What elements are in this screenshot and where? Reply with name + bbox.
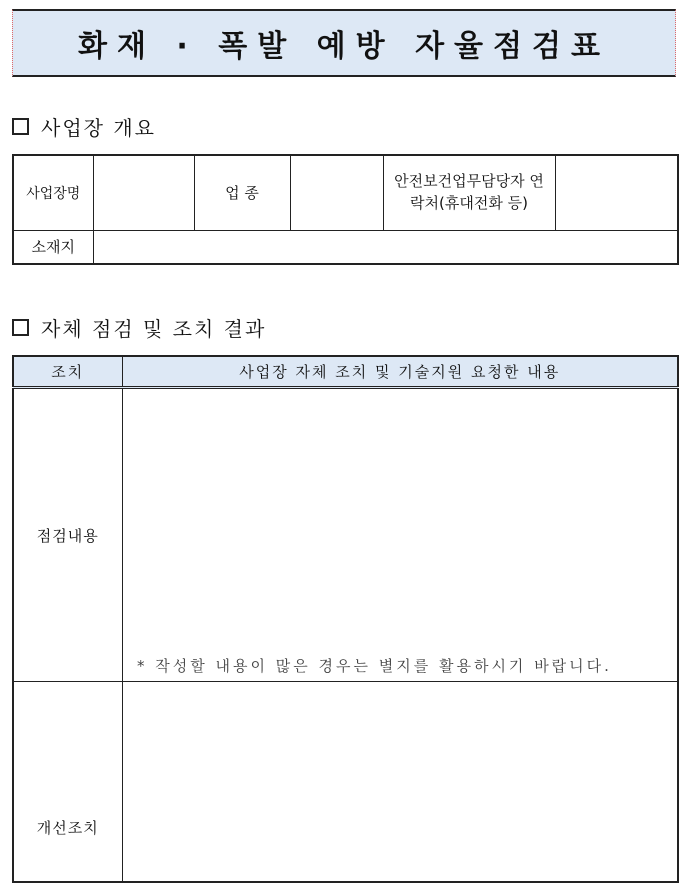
inspection-content-field[interactable] xyxy=(122,388,678,682)
company-name-label: 사업장명 xyxy=(13,155,93,230)
inspection-content-label: 점검내용 xyxy=(13,388,122,682)
section-heading-overview xyxy=(12,112,156,141)
improvement-action-field[interactable] xyxy=(122,682,678,882)
location-field[interactable] xyxy=(93,230,678,264)
section-heading-results xyxy=(12,313,266,342)
checkbox-icon xyxy=(12,319,29,336)
contact-field[interactable] xyxy=(555,155,678,230)
results-table xyxy=(12,355,679,883)
company-name-field[interactable] xyxy=(93,155,194,230)
column-header-action: 조치 xyxy=(13,356,122,388)
column-header-content: 사업장 자체 조치 및 기술지원 요청한 내용 xyxy=(122,356,678,388)
document-title: 화재 · 폭발 예방 자율점검표 xyxy=(12,9,676,77)
industry-label: 업 종 xyxy=(194,155,290,230)
improvement-action-label: 개선조치 xyxy=(13,682,122,882)
footnote: * 작성할 내용이 많은 경우는 별지를 활용하시기 바랍니다. xyxy=(137,657,612,675)
checkbox-icon xyxy=(12,118,29,135)
section-heading-label: 자체 점검 및 조치 결과 xyxy=(41,317,267,341)
contact-label: 안전보건업무담당자 연락처(휴대전화 등) xyxy=(383,155,555,230)
section-heading-label: 사업장 개요 xyxy=(41,116,156,140)
location-label: 소재지 xyxy=(13,230,93,264)
industry-field[interactable] xyxy=(290,155,383,230)
overview-table xyxy=(12,154,679,265)
